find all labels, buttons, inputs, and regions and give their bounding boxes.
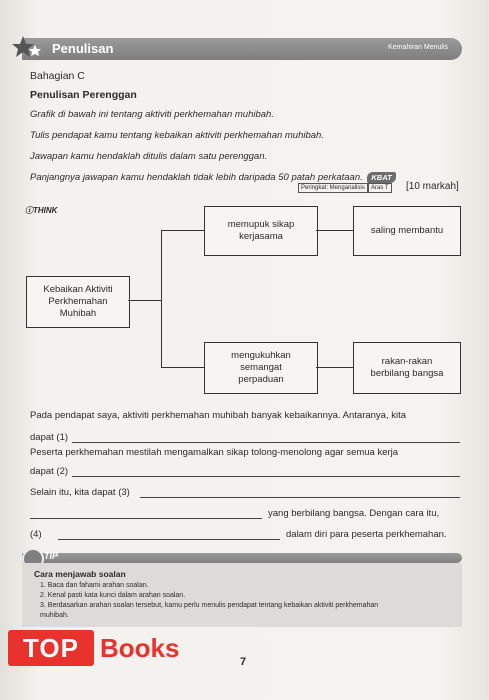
branch-1-result-box bbox=[353, 206, 461, 256]
branch-2-line-1: mengukuhkan bbox=[231, 350, 291, 361]
branch-2-result-box bbox=[353, 342, 461, 394]
instruction-3: Jawapan kamu hendaklah ditulis dalam satu perenggan. bbox=[30, 151, 268, 162]
center-box bbox=[26, 276, 130, 328]
branch-1-line-1: memupuk sikap bbox=[227, 219, 295, 230]
answer-blank-4[interactable] bbox=[58, 539, 280, 540]
section-title: Penulisan bbox=[52, 41, 114, 56]
center-line-3: Muhibah bbox=[59, 308, 97, 319]
connector-center bbox=[128, 300, 162, 301]
branch-2-box bbox=[204, 342, 318, 394]
think-text: THINK bbox=[33, 206, 58, 215]
answer-line-7-prefix: (4) bbox=[30, 529, 42, 540]
section-label: Bahagian C bbox=[30, 70, 85, 82]
section-header bbox=[22, 38, 462, 60]
skill-tag: Peringkat: Menganalisis bbox=[298, 183, 368, 193]
tip-item: 2. Kenal pasti kata kunci dalam arahan soalan. bbox=[40, 592, 186, 599]
subject-label: Kemahiran Menulis bbox=[388, 44, 448, 51]
tip-bar bbox=[22, 553, 462, 563]
connector-result-2 bbox=[316, 367, 353, 368]
answer-line-2-prefix: dapat (1) bbox=[30, 432, 69, 443]
marks-label: [10 markah] bbox=[406, 181, 459, 192]
answer-blank-2[interactable] bbox=[72, 476, 460, 477]
instruction-1: Grafik di bawah ini tentang aktiviti perkhemahan muhibah. bbox=[30, 109, 274, 120]
center-line-2: Perkhemahan bbox=[48, 296, 108, 307]
branch-2-result-line-2: berbilang bangsa bbox=[370, 368, 444, 379]
branch-2-line-2: semangat bbox=[240, 362, 282, 373]
branch-1-box bbox=[204, 206, 318, 256]
branch-2-result-line-1: rakan-rakan bbox=[381, 356, 433, 367]
star-icon bbox=[12, 34, 42, 62]
tip-item: 1. Baca dan fahami arahan soalan. bbox=[40, 582, 149, 589]
center-line-1: Kebaikan Aktiviti bbox=[43, 284, 113, 295]
answer-blank-3[interactable] bbox=[140, 497, 460, 498]
answer-line-1: Pada pendapat saya, aktiviti perkhemahan muhibah banyak kebaikannya. Antaranya, kita bbox=[30, 410, 407, 421]
kbat-badge: KBAT bbox=[367, 172, 395, 183]
logo-books: Books bbox=[100, 633, 180, 663]
page-number: 7 bbox=[240, 656, 247, 668]
answer-line-6-suffix: yang berbilang bangsa. Dengan cara itu, bbox=[268, 508, 440, 519]
answer-line-4-prefix: dapat (2) bbox=[30, 466, 69, 477]
branch-2-line-3: perpaduan bbox=[238, 374, 284, 385]
instruction-2: Tulis pendapat kamu tentang kebaikan aktiviti perkhemahan muhibah. bbox=[30, 130, 324, 141]
logo-top: TOP bbox=[8, 630, 94, 666]
tip-heading: Cara menjawab soalan bbox=[34, 569, 126, 579]
connector-vertical bbox=[161, 230, 162, 368]
branch-1-line-2: kerjasama bbox=[239, 231, 283, 242]
answer-line-5-prefix: Selain itu, kita dapat (3) bbox=[30, 487, 130, 498]
answer-line-7-suffix: dalam diri para peserta perkhemahan. bbox=[286, 529, 447, 540]
instruction-4 bbox=[30, 172, 396, 183]
tip-item: muhibah. bbox=[40, 612, 69, 619]
level-tag: Aras T bbox=[368, 183, 392, 193]
connector-branch-2 bbox=[161, 367, 204, 368]
connector-result-1 bbox=[316, 230, 353, 231]
task-title: Penulisan Perenggan bbox=[30, 89, 137, 101]
answer-blank-3b[interactable] bbox=[30, 518, 262, 519]
instruction-4-text: Panjangnya jawapan kamu hendaklah tidak lebih daripada 50 patah perkataan. bbox=[30, 172, 363, 183]
answer-line-3: Peserta perkhemahan mestilah mengamalkan sikap tolong-menolong agar semua kerja bbox=[30, 447, 399, 458]
connector-branch-1 bbox=[161, 230, 204, 231]
answer-blank-1[interactable] bbox=[72, 442, 460, 443]
tip-item: 3. Berdasarkan arahan soalan tersebut, kamu perlu menulis pendapat tentang kebaikan aktiviti perkhemahan bbox=[40, 602, 379, 609]
tip-label: TIP bbox=[44, 551, 59, 561]
think-label: ⓘTHINK bbox=[25, 206, 58, 215]
branch-1-result-text: saling membantu bbox=[370, 225, 444, 236]
